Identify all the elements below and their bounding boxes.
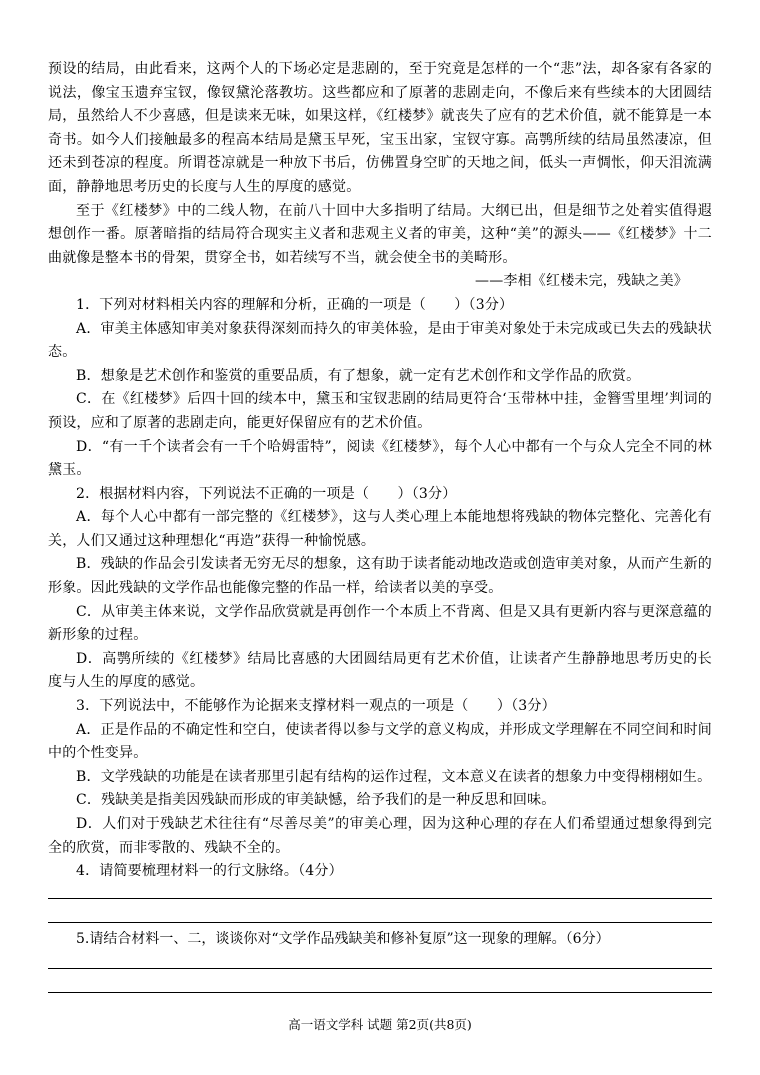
page-footer: 高一语文学科 试题 第2页(共8页): [288, 1017, 472, 1032]
passage-body: [48, 58, 712, 884]
question-3-option-c: C．残缺美是指美因残缺而形成的审美缺憾，给予我们的是一种反思和回味。: [76, 792, 556, 809]
answer-line-q4-2[interactable]: [48, 922, 712, 923]
question-3-option-a: A．正是作品的不确定性和空白，使读者得以参与文学的意义构成，并形成文学理解在不同空间和时间中的个性变异。: [48, 721, 712, 762]
question-2-stem: 2．根据材料内容，下列说法不正确的一项是（ ）（3分）: [76, 485, 457, 502]
question-1-option-b: B．想象是艺术创作和鉴赏的重要品质，有了想象，就一定有艺术创作和文学作品的欣赏。: [76, 367, 641, 384]
question-1-option-c: C．在《红楼梦》后四十回的续本中，黛玉和宝钗悲剧的结局更符合‘玉带林中挂，金簪雪里埋’判词的预设，应和了原著的悲剧走向，能更好保留应有的艺术价值。: [48, 391, 712, 431]
answer-line-q5-1[interactable]: [48, 968, 712, 969]
answer-line-q4-1[interactable]: [48, 898, 712, 899]
question-2-option-a: A．每个人心中都有一部完整的《红楼梦》，这与人类心理上本能地想将残缺的物体完整化、完善化有关，人们又通过这种理想化“再造”获得一种愉悦感。: [48, 509, 712, 549]
question-5-stem: 5.请结合材料一、二，谈谈你对“文学作品残缺美和修补复原”这一现象的理解。（6分）: [76, 931, 610, 947]
question-1-stem: 1．下列对材料相关内容的理解和分析，正确的一项是（ ）（3分）: [76, 296, 514, 313]
question-2-option-b: B．残缺的作品会引发读者无穷无尽的想象，这有助于读者能动地改造或创造审美对象，从而产生新的形象。因此残缺的文学作品也能像完整的作品一样，给读者以美的享受。: [48, 556, 712, 597]
question-1-option-d: D．“有一千个读者会有一千个哈姆雷特”，阅读《红楼梦》，每个人心中都有一个与众人完全不同的林黛玉。: [48, 438, 712, 479]
question-1-option-a: A．审美主体感知审美对象获得深刻而持久的审美体验，是由于审美对象处于未完成或已失去的残缺状态。: [48, 320, 712, 361]
passage-paragraph-1: 预设的结局，由此看来，这两个人的下场必定是悲剧的，至于究竟是怎样的一个“悲”法，却各家有各家的说法，像宝玉遗弃宝钗，像钗黛沦落教坊。这些都应和了原著的悲剧走向，不像后来有些续本的大团圆结局，虽然给人不少喜感，但是读来无味，如果这样，《红楼梦》就丧失了应有的艺术价值，就不能算是一本奇书。如今人们接触最多的程高本结局是黛玉早死，宝玉出家，宝钗守寡。高鹗所续的结局虽然凄凉，但还未到苍凉的程度。所谓苍凉就是一种放下书后，仿佛置身空旷的天地之间，低头一声惆怅，仰天泪流满面，静静地思考历史的长度与人生的厚度的感觉。: [48, 61, 712, 195]
question-3-stem: 3．下列说法中，不能够作为论据来支撑材料一观点的一项是（ ）（3分）: [76, 698, 556, 715]
question-3-option-d: D．人们对于残缺艺术往往有“尽善尽美”的审美心理，因为这种心理的存在人们希望通过想象得到完全的欣赏，而非零散的、残缺不全的。: [48, 816, 712, 856]
question-2-option-d: D．高鹗所续的《红楼梦》结局比喜感的大团圆结局更有艺术价值，让读者产生静静地思考历史的长度与人生的厚度的感觉。: [48, 650, 712, 691]
question-2-option-c: C．从审美主体来说，文学作品欣赏就是再创作一个本质上不背离、但是又具有更新内容与更深意蕴的新形象的过程。: [48, 603, 712, 644]
passage-attribution: ——李相《红楼未完，残缺之美》: [475, 273, 688, 290]
question-4-stem: 4．请简要梳理材料一的行文脉络。（4分）: [76, 863, 343, 880]
question-3-option-b: B．文学残缺的功能是在读者那里引起有结构的运作过程，文本意义在读者的想象力中变得栩栩如生。: [76, 768, 712, 785]
answer-line-q5-2[interactable]: [48, 992, 712, 993]
passage-paragraph-2: 至于《红楼梦》中的二线人物，在前八十回中大多指明了结局。大纲已出，但是细节之处着实值得遐想创作一番。原著暗指的结局符合现实主义者和悲观主义者的审美，这种“美”的源头——《红楼梦》十二曲就像是整本书的骨架，贯穿全书，如若续写不当，就会使全书的美畸形。: [48, 202, 712, 266]
